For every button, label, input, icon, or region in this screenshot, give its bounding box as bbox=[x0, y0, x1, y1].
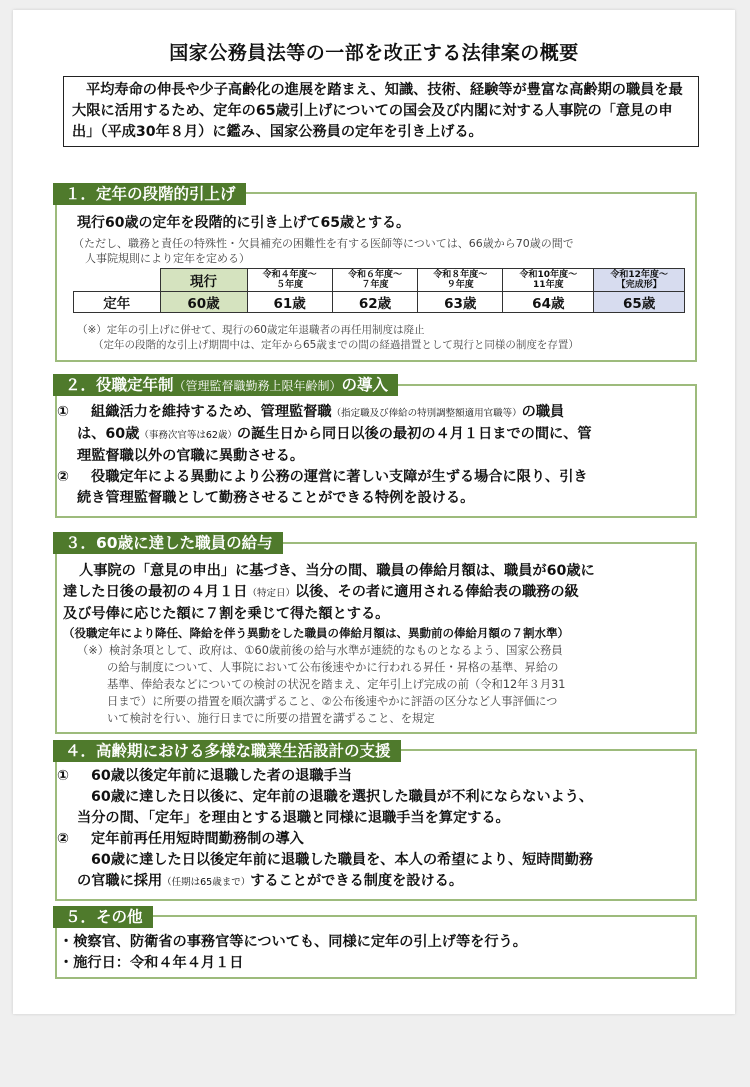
section-3-p3: 及び号俸に応じた額に７割を乗じて得た額とする。 bbox=[63, 606, 390, 622]
item-2-text-a: 役職定年による異動により公務の運営に著しい支障が生ずる場合に限り、引き bbox=[91, 469, 588, 485]
s4-item-1-body-1: 60歳に達した日以後に、定年前の退職を選択した職員が不利にならないよう、 bbox=[91, 789, 594, 805]
item-1-note-a: （指定職及び俸給の特別調整額適用官職等） bbox=[331, 408, 522, 419]
document-page bbox=[13, 10, 735, 1014]
s4-item-1-title: 60歳以後定年前に退職した者の退職手当 bbox=[91, 768, 352, 784]
page-title: 国家公務員法等の一部を改正する法律案の概要 bbox=[169, 42, 579, 64]
section-2-heading-sub: （管理監督職勤務上限年齢制） bbox=[173, 379, 342, 393]
section-5-heading bbox=[53, 906, 153, 928]
section-4-body bbox=[57, 766, 697, 893]
s4-item-2-body-2a: の官職に採用 bbox=[77, 873, 163, 889]
section-1-note-2: 人事院規則により定年を定める） bbox=[85, 252, 250, 265]
s4-item-1-body-2: 当分の間、「定年」を理由とする退職と同様に退職手当を算定する。 bbox=[77, 810, 510, 826]
section-3-note-4: 日まで）に所要の措置を順次講ずること、②公布後速やかに評語の区分など人事評価につ bbox=[107, 695, 558, 708]
section-5-body bbox=[59, 932, 695, 974]
section-2-item-1 bbox=[57, 402, 697, 467]
section-3-note-2: の給与制度について、人事院において公布後速やかに行われる昇任・昇格の基準、昇給の bbox=[107, 661, 559, 674]
item-1-number: ① bbox=[57, 404, 70, 420]
section-3-body bbox=[63, 561, 699, 727]
item-1-text-b1: は、60歳 bbox=[77, 426, 140, 442]
section-2-heading-end: の導入 bbox=[341, 376, 389, 394]
item-1-text-a-end: の職員 bbox=[521, 404, 565, 420]
section-3-p4: （役職定年により降任、降給を伴う異動をした職員の俸給月額は、異動前の俸給月額の７割水準） bbox=[63, 626, 569, 640]
section-4-item-1-title bbox=[57, 766, 697, 787]
table-header-r10: 令和10年度～ 11年度 bbox=[503, 269, 594, 292]
s4-item-2-number: ② bbox=[57, 831, 70, 847]
table-cell-62: 62歳 bbox=[332, 292, 417, 313]
section-3-heading-text: ３．60歳に達した職員の給与 bbox=[65, 534, 273, 552]
table-header-r6: 令和６年度～ ７年度 bbox=[332, 269, 417, 292]
section-3-note-5: いて検討を行い、施行日までに所要の措置を講ずること、を規定 bbox=[107, 712, 435, 725]
intro-box bbox=[63, 76, 699, 147]
table-cell-65: 65歳 bbox=[594, 292, 685, 313]
section-5-bullet-2: ・施行日：令和４年４月１日 bbox=[59, 955, 244, 971]
item-1-text-c: 理監督職以外の官職に異動させる。 bbox=[77, 448, 305, 464]
section-3-heading bbox=[53, 532, 283, 554]
s4-item-2-body-2b: することができる制度を設ける。 bbox=[250, 873, 464, 889]
section-1-foot-2: （定年の段階的な引上げ期間中は、定年から65歳までの間の経過措置として現行と同様の制度を存置） bbox=[93, 339, 579, 351]
section-3-p2 bbox=[63, 582, 699, 604]
section-3-p2-note: （特定日） bbox=[247, 588, 295, 599]
section-3-p2a: 達した日後の最初の４月１日 bbox=[63, 584, 248, 600]
table-cell-63: 63歳 bbox=[418, 292, 503, 313]
intro-text: 平均寿命の伸長や少子高齢化の進展を踏まえ、知識、技術、経験等が豊富な高齢期の職員を最大限に活用するため、定年の65歳引上げについての国会及び内閣に対する人事院の「意見の申出」（平成30年８月）に鑑み、国家公務員の定年を引き上げる。 bbox=[72, 82, 683, 140]
item-1-text-b2: の誕生日から同日以後の最初の４月１日までの間に、管 bbox=[236, 426, 592, 442]
s4-item-2-body-1: 60歳に達した日以後定年前に退職した職員を、本人の希望により、短時間勤務 bbox=[91, 852, 594, 868]
table-cell-64: 64歳 bbox=[503, 292, 594, 313]
section-1-body bbox=[73, 213, 693, 266]
table-corner bbox=[74, 269, 161, 292]
table-row bbox=[74, 292, 685, 313]
section-1-note-1: （ただし、職務と責任の特殊性・欠員補充の困難性を有する医師等については、66歳から70歳の間で bbox=[73, 237, 574, 250]
section-4-heading-text: ４．高齢期における多様な職業生活設計の支援 bbox=[65, 742, 391, 760]
table-cell-61: 61歳 bbox=[247, 292, 332, 313]
table-header-row bbox=[74, 269, 685, 292]
table-cell-60: 60歳 bbox=[160, 292, 247, 313]
table-header-r12: 令和12年度～ 【完成形】 bbox=[594, 269, 685, 292]
section-3-note-1: （※）検討条項として、政府は、①60歳前後の給与水準が連続的なものとなるよう、国家公務員 bbox=[77, 644, 563, 657]
section-2-body bbox=[57, 402, 697, 509]
section-3-note-3: 基準、俸給表などについての検討の状況を踏まえ、定年引上げ完成の前（令和12年３月31 bbox=[107, 678, 566, 691]
s4-item-2-note: （任期は65歳まで） bbox=[162, 877, 251, 888]
item-2-number: ② bbox=[57, 469, 70, 485]
item-1-text-a: 組織活力を維持するため、管理監督職 bbox=[91, 404, 332, 420]
section-1-lead: 現行60歳の定年を段階的に引き上げて65歳とする。 bbox=[77, 215, 410, 231]
table-row-label: 定年 bbox=[74, 292, 161, 313]
section-1-footnotes bbox=[77, 323, 693, 353]
section-2-heading-main: ２．役職定年制 bbox=[65, 376, 174, 394]
s4-item-1-number: ① bbox=[57, 768, 70, 784]
section-4-item-2-body bbox=[57, 850, 697, 893]
table-header-current: 現行 bbox=[160, 269, 247, 292]
section-4-item-1-body bbox=[57, 787, 697, 829]
section-5-heading-text: ５．その他 bbox=[65, 908, 143, 926]
section-1-heading-text: １．定年の段階的引上げ bbox=[65, 185, 236, 203]
section-4-item-2-title bbox=[57, 829, 697, 850]
section-2-item-2 bbox=[57, 467, 697, 509]
table-header-r4: 令和４年度～ ５年度 bbox=[247, 269, 332, 292]
item-1-note-b: （事務次官等は62歳） bbox=[139, 430, 237, 441]
section-5-bullet-1: ・検察官、防衛省の事務官等についても、同様に定年の引上げ等を行う。 bbox=[59, 934, 527, 950]
retirement-age-table bbox=[73, 268, 685, 313]
section-3-p2b: 以後、その者に適用される俸給表の職務の級 bbox=[294, 584, 579, 600]
section-3-p1: 人事院の「意見の申出」に基づき、当分の間、職員の俸給月額は、職員が60歳に bbox=[79, 563, 595, 579]
section-4-heading bbox=[53, 740, 401, 762]
section-1-foot-1: （※）定年の引上げに併せて、現行の60歳定年退職者の再任用制度は廃止 bbox=[77, 324, 425, 336]
table-header-r8: 令和８年度～ ９年度 bbox=[418, 269, 503, 292]
item-2-text-b: 続き管理監督職として勤務させることができる特例を設ける。 bbox=[77, 490, 475, 506]
section-2-heading bbox=[53, 374, 398, 396]
s4-item-2-title: 定年前再任用短時間勤務制の導入 bbox=[91, 831, 304, 847]
section-1-heading bbox=[53, 183, 246, 205]
section-3-notes bbox=[63, 642, 699, 727]
